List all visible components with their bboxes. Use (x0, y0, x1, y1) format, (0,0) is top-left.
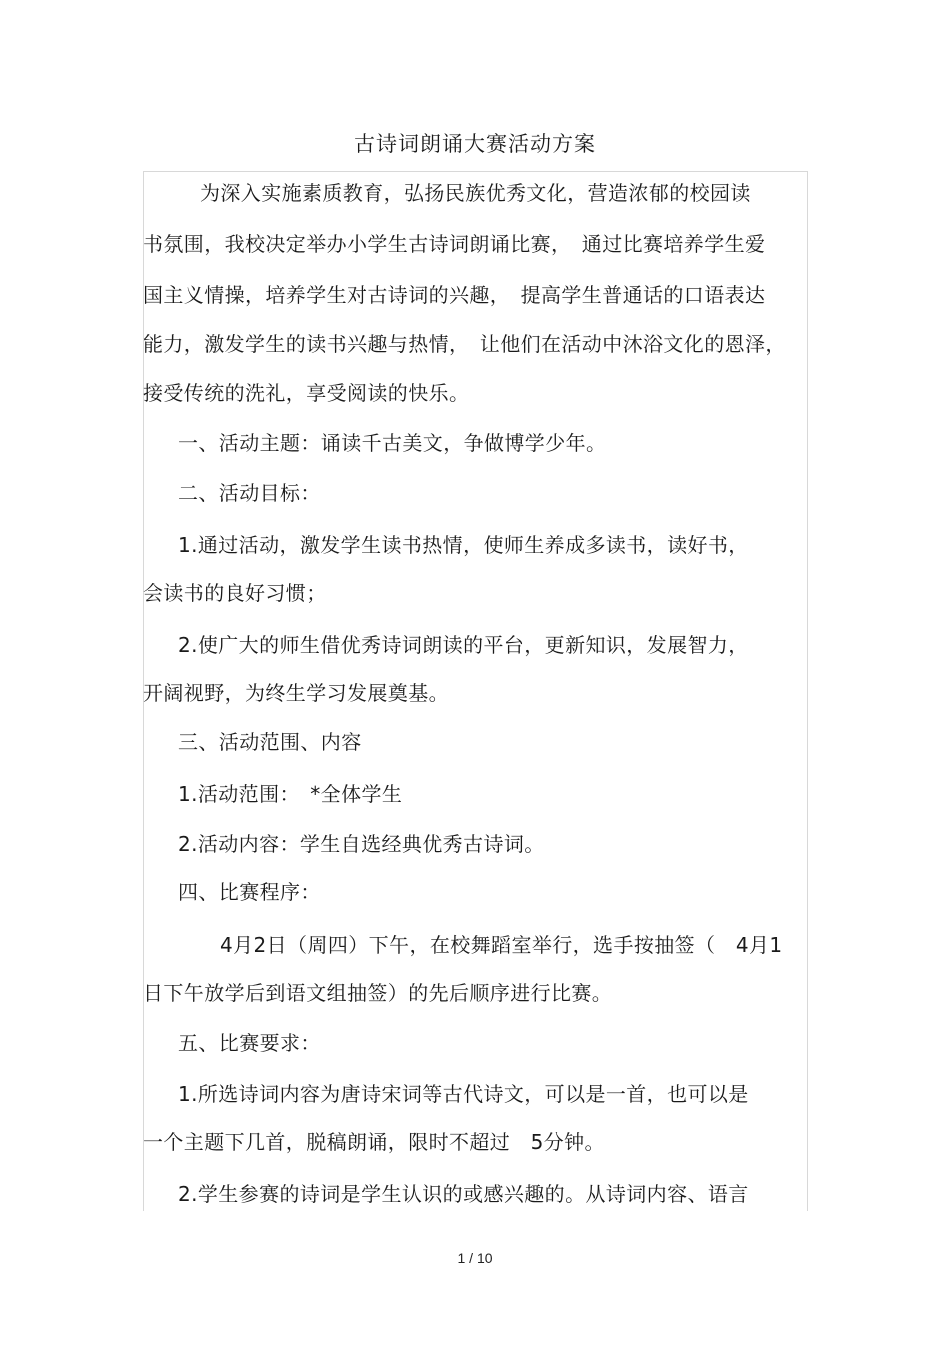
document-title: 古诗词朗诵大赛活动方案 (354, 132, 596, 156)
section-heading-procedure: 四、比赛程序： (178, 880, 321, 904)
text-frame-right-border (807, 171, 808, 1211)
scope-item-1: 1.活动范围： *全体学生 (178, 782, 403, 806)
section-heading-theme: 一、活动主题：诵读千古美文，争做博学少年。 (178, 431, 607, 455)
requirement-item-1: 1.所选诗词内容为唐诗宋词等古代诗文，可以是一首，也可以是 (178, 1082, 749, 1106)
page-number: 1 / 10 (457, 1250, 493, 1266)
requirement-item-2: 2.学生参赛的诗词是学生认识的或感兴趣的。从诗词内容、语言 (178, 1182, 749, 1206)
section-heading-requirements: 五、比赛要求： (178, 1031, 321, 1055)
section-heading-goals: 二、活动目标： (178, 481, 321, 505)
section-heading-scope: 三、活动范围、内容 (178, 730, 362, 754)
goal-item-2-cont: 开阔视野，为终生学习发展奠基。 (143, 681, 449, 705)
body-line-2: 书氛围，我校决定举办小学生古诗词朗诵比赛， 通过比赛培养学生爱 (143, 232, 766, 256)
goal-item-1: 1.通过活动，激发学生读书热情，使师生养成多读书，读好书， (178, 533, 749, 557)
goal-item-2: 2.使广大的师生借优秀诗词朗读的平台，更新知识，发展智力， (178, 633, 749, 657)
scope-item-2: 2.活动内容：学生自选经典优秀古诗词。 (178, 832, 545, 856)
procedure-line-2: 日下午放学后到语文组抽签）的先后顺序进行比赛。 (143, 981, 613, 1005)
text-frame-top-border (143, 171, 807, 172)
procedure-line-1: 4月2日（周四）下午，在校舞蹈室举行，选手按抽签（ 4月1 (220, 933, 783, 957)
body-line-3: 国主义情操，培养学生对古诗词的兴趣， 提高学生普通话的口语表达 (143, 283, 766, 307)
body-line-1: 为深入实施素质教育，弘扬民族优秀文化，营造浓郁的校园读 (200, 181, 751, 205)
body-line-5: 接受传统的洗礼，享受阅读的快乐。 (143, 381, 470, 405)
body-line-4: 能力，激发学生的读书兴趣与热情， 让他们在活动中沐浴文化的恩泽， (143, 332, 786, 356)
goal-item-1-cont: 会读书的良好习惯； (143, 581, 327, 605)
requirement-item-1-cont: 一个主题下几首，脱稿朗诵，限时不超过 5分钟。 (143, 1130, 605, 1154)
